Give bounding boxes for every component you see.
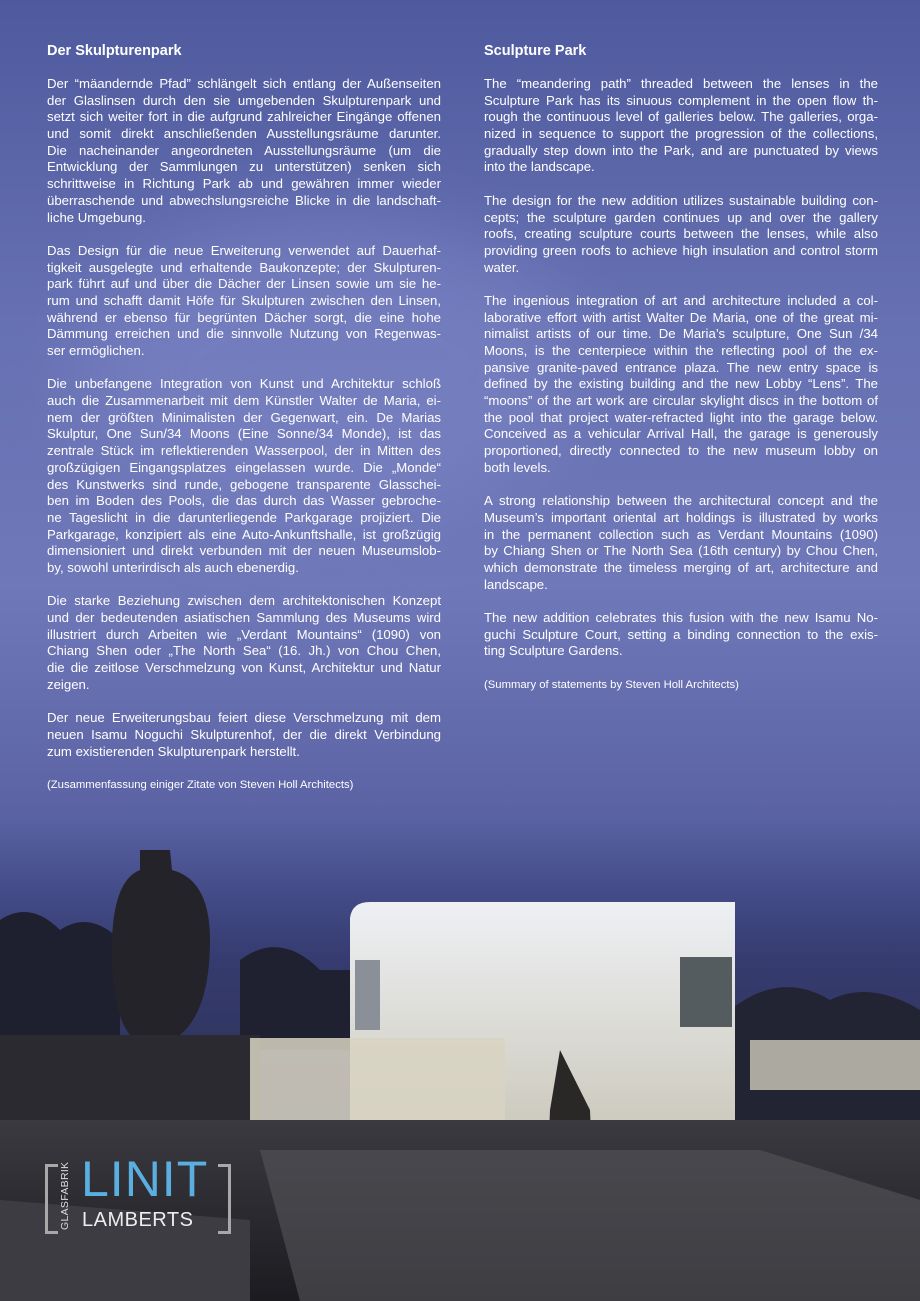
text-line: water. bbox=[484, 259, 520, 275]
text-line: neuen Isamu Noguchi Skulpturenhof, der die direkt Verbindung bbox=[47, 726, 441, 742]
text-line: schrittweise in Richtung Park ab und gewähren immer wieder bbox=[47, 176, 441, 192]
text-line: Skulptur, One Sun/34 Moons (Eine Sonne/34 Monde), ist das bbox=[47, 426, 441, 442]
english-column bbox=[484, 42, 878, 693]
text-line: Dämmung erreichen und die sinnvolle Nutzung von Regenwas- bbox=[47, 326, 441, 342]
logo-lamberts: LAMBERTS bbox=[82, 1209, 194, 1231]
text-line: “moons” of the art work are circular skylight discs in the bottom of bbox=[484, 393, 878, 409]
text-line: zum existierenden Skulpturenpark herstellt. bbox=[47, 743, 300, 759]
trees-left bbox=[0, 912, 120, 1050]
text-line: großzügigen Eingangsplatzes eingelassen wurde. Die „Monde“ bbox=[47, 459, 441, 475]
text-line: by Chiang Shen or The North Sea (16th century) by Chou Chen, bbox=[484, 543, 878, 559]
text-line: ben im Boden des Pools, die das durch das Wasser gebroche- bbox=[47, 493, 441, 509]
english-title: Sculpture Park bbox=[484, 43, 587, 59]
text-line: pansive granite-paved entrance plaza. The new entry space is bbox=[484, 359, 878, 375]
text-line: und der bedeutenden asiatischen Sammlung des Museums wird bbox=[47, 610, 441, 625]
text-line: Chiang Shen oder „The North Sea“ (16. Jh.) von Chou Chen, bbox=[47, 643, 441, 659]
logo-glasfabrik: GLASFABRIK bbox=[59, 1161, 71, 1230]
text-line: nem der größten Minimalisten der Gegenwart, ein. De Marias bbox=[47, 409, 441, 425]
text-line: Moons, is the centerpiece within the reflecting pool of the ex- bbox=[484, 343, 878, 358]
plaza-stone bbox=[260, 1150, 920, 1301]
text-line: park führt auf und über die Dächer der Linsen sowie um sie he- bbox=[47, 276, 441, 292]
text-line: auch die Zusammenarbeit mit dem Künstler Walter de Maria, ei- bbox=[47, 393, 441, 409]
text-line: Die nacheinander angeordneten Ausstellungsräume (um die bbox=[47, 142, 441, 158]
text-line: defined by the existing building and the new Lobby “Lens”. The bbox=[484, 376, 878, 392]
text-line: Parkgarage, konzipiert als eine Auto-Ankunftshalle, ist großzügig bbox=[47, 526, 441, 542]
paragraph bbox=[47, 376, 441, 576]
building-window bbox=[355, 960, 380, 1030]
text-line: illustriert durch Arbeiten wie „Verdant Mountains“ (1090) von bbox=[47, 626, 441, 642]
paragraph bbox=[484, 76, 878, 176]
paragraph bbox=[47, 76, 441, 226]
paragraph bbox=[47, 710, 441, 760]
paragraph bbox=[484, 293, 878, 477]
text-line: tigkeit ausgelegte und erhaltende Baukonzepte; der Skulpturen- bbox=[47, 259, 441, 275]
text-line: cepts; the sculpture garden continues up and over the gallery bbox=[484, 209, 878, 225]
text-line: überraschende und abwechslungsreiche Blicke in die landschaft- bbox=[47, 192, 441, 208]
text-line: während er ebenso für begrünten Dächer sorgt, die eine hohe bbox=[47, 309, 441, 325]
text-line: Conceived as a vehicular Arrival Hall, the garage is generously bbox=[484, 426, 878, 442]
text-line: The “meandering path” threaded between the lenses in the bbox=[484, 76, 878, 91]
text-line: gradually step down into the Park, and are punctuated by views bbox=[484, 142, 878, 158]
german-title: Der Skulpturenpark bbox=[47, 43, 182, 59]
text-line: laborative effort with artist Walter De Maria, one of the great mi- bbox=[484, 309, 878, 325]
text-line: guchi Sculpture Court, setting a binding connection to the exis- bbox=[484, 626, 878, 642]
text-line: ser ermöglichen. bbox=[47, 343, 145, 358]
text-line: Entwicklung der Sammlungen zu unterstützen) senken sich bbox=[47, 159, 441, 175]
english-body bbox=[484, 76, 878, 660]
paragraph bbox=[484, 493, 878, 593]
text-line: by, sowohl unterirdisch als auch ebenerdig. bbox=[47, 559, 299, 575]
text-line: The design for the new addition utilizes sustainable building con- bbox=[484, 192, 878, 208]
text-line: proportioned, directly connected to the new museum lobby on bbox=[484, 443, 878, 459]
paragraph bbox=[484, 610, 878, 660]
text-line: into the landscape. bbox=[484, 159, 595, 175]
logo-linit: LINIT bbox=[81, 1151, 209, 1207]
text-line: nized in sequence to support the progression of the collections, bbox=[484, 126, 878, 142]
text-line: which demonstrate the timeless merging of art, architecture and bbox=[484, 559, 878, 575]
text-line: Der neue Erweiterungsbau feiert diese Verschmelzung mit dem bbox=[47, 710, 441, 726]
text-line: setzt sich weiter fort in die aufgrund zahlreicher Eingänge offenen bbox=[47, 109, 441, 125]
text-line: rough the continuous level of galleries below. The galleries, orga- bbox=[484, 109, 878, 125]
text-line: liche Umgebung. bbox=[47, 209, 146, 225]
text-line: zeigen. bbox=[47, 676, 90, 692]
linit-lamberts-logo bbox=[45, 1151, 231, 1232]
text-line: Der “mäandernde Pfad” schlängelt sich entlang der Außenseiten bbox=[47, 76, 441, 91]
text-line: dimensioniert und direkt verbunden mit der neuen Museumslob- bbox=[47, 543, 441, 559]
text-line: The new addition celebrates this fusion with the new Isamu No- bbox=[484, 610, 878, 625]
german-body bbox=[47, 76, 441, 760]
text-line: Das Design für die neue Erweiterung verwendet auf Dauerhaf- bbox=[47, 242, 441, 258]
text-line: des Kunstwerks sind runde, gebogene transparente Glasschei- bbox=[47, 476, 441, 492]
text-line: Die starke Beziehung zwischen dem architektonischen Konzept bbox=[47, 593, 441, 609]
paragraph bbox=[484, 193, 878, 276]
lower-gallery bbox=[250, 1038, 505, 1128]
text-line: der Glaslinsen durch den sie umgebenden Skulpturenpark und bbox=[47, 92, 441, 108]
text-line: both levels. bbox=[484, 459, 551, 475]
text-line: in the permanent collection such as Verdant Mountains (1090) bbox=[484, 526, 878, 542]
paragraph bbox=[47, 593, 441, 693]
text-line: The ingenious integration of art and architecture included a col- bbox=[484, 292, 878, 308]
text-line: Sculpture Park has its sinuous complement in the open flow th- bbox=[484, 92, 878, 108]
german-caption: (Zusammenfassung einiger Zitate von Steven Holl Architects) bbox=[47, 778, 354, 791]
text-line: Die unbefangene Integration von Kunst und Architektur schloß bbox=[47, 376, 441, 392]
german-column bbox=[47, 42, 441, 794]
text-line: die die zeitlose Verschmelzung von Kunst, Architektur und Natur bbox=[47, 660, 441, 676]
text-line: ting Sculpture Gardens. bbox=[484, 643, 623, 659]
text-line: roofs, creating sculpture courts between the lenses, while also bbox=[484, 226, 878, 242]
text-line: rum und schafft damit Höfe für Skulpturen zwischen den Linsen, bbox=[47, 292, 441, 308]
text-line: ne Tageslicht in die darunterliegende Parkgarage projiziert. Die bbox=[47, 509, 441, 525]
text-line: und somit direkt anschließenden Ausstellungsräume darunter. bbox=[47, 126, 441, 142]
logo-bracket-left bbox=[45, 1164, 58, 1234]
right-gallery bbox=[750, 1040, 920, 1090]
english-caption: (Summary of statements by Steven Holl Architects) bbox=[484, 678, 739, 691]
text-line: the pool that project water-refracted light into the garage below. bbox=[484, 409, 878, 425]
text-line: A strong relationship between the architectural concept and the bbox=[484, 493, 878, 509]
logo-bracket-right bbox=[218, 1164, 231, 1234]
paragraph bbox=[47, 243, 441, 360]
text-line: nimalist artists of our time. De Maria’s sculpture, One Sun /34 bbox=[484, 326, 878, 342]
text-line: Museum’s important oriental art holdings is illustrated by works bbox=[484, 509, 878, 525]
building-window bbox=[680, 957, 732, 1027]
text-line: landscape. bbox=[484, 576, 548, 592]
text-line: providing green roofs to achieve high insulation and control storm bbox=[484, 242, 878, 258]
text-line: zentrale Stück im reflektierenden Wasserpool, der in Mitten des bbox=[47, 443, 441, 459]
